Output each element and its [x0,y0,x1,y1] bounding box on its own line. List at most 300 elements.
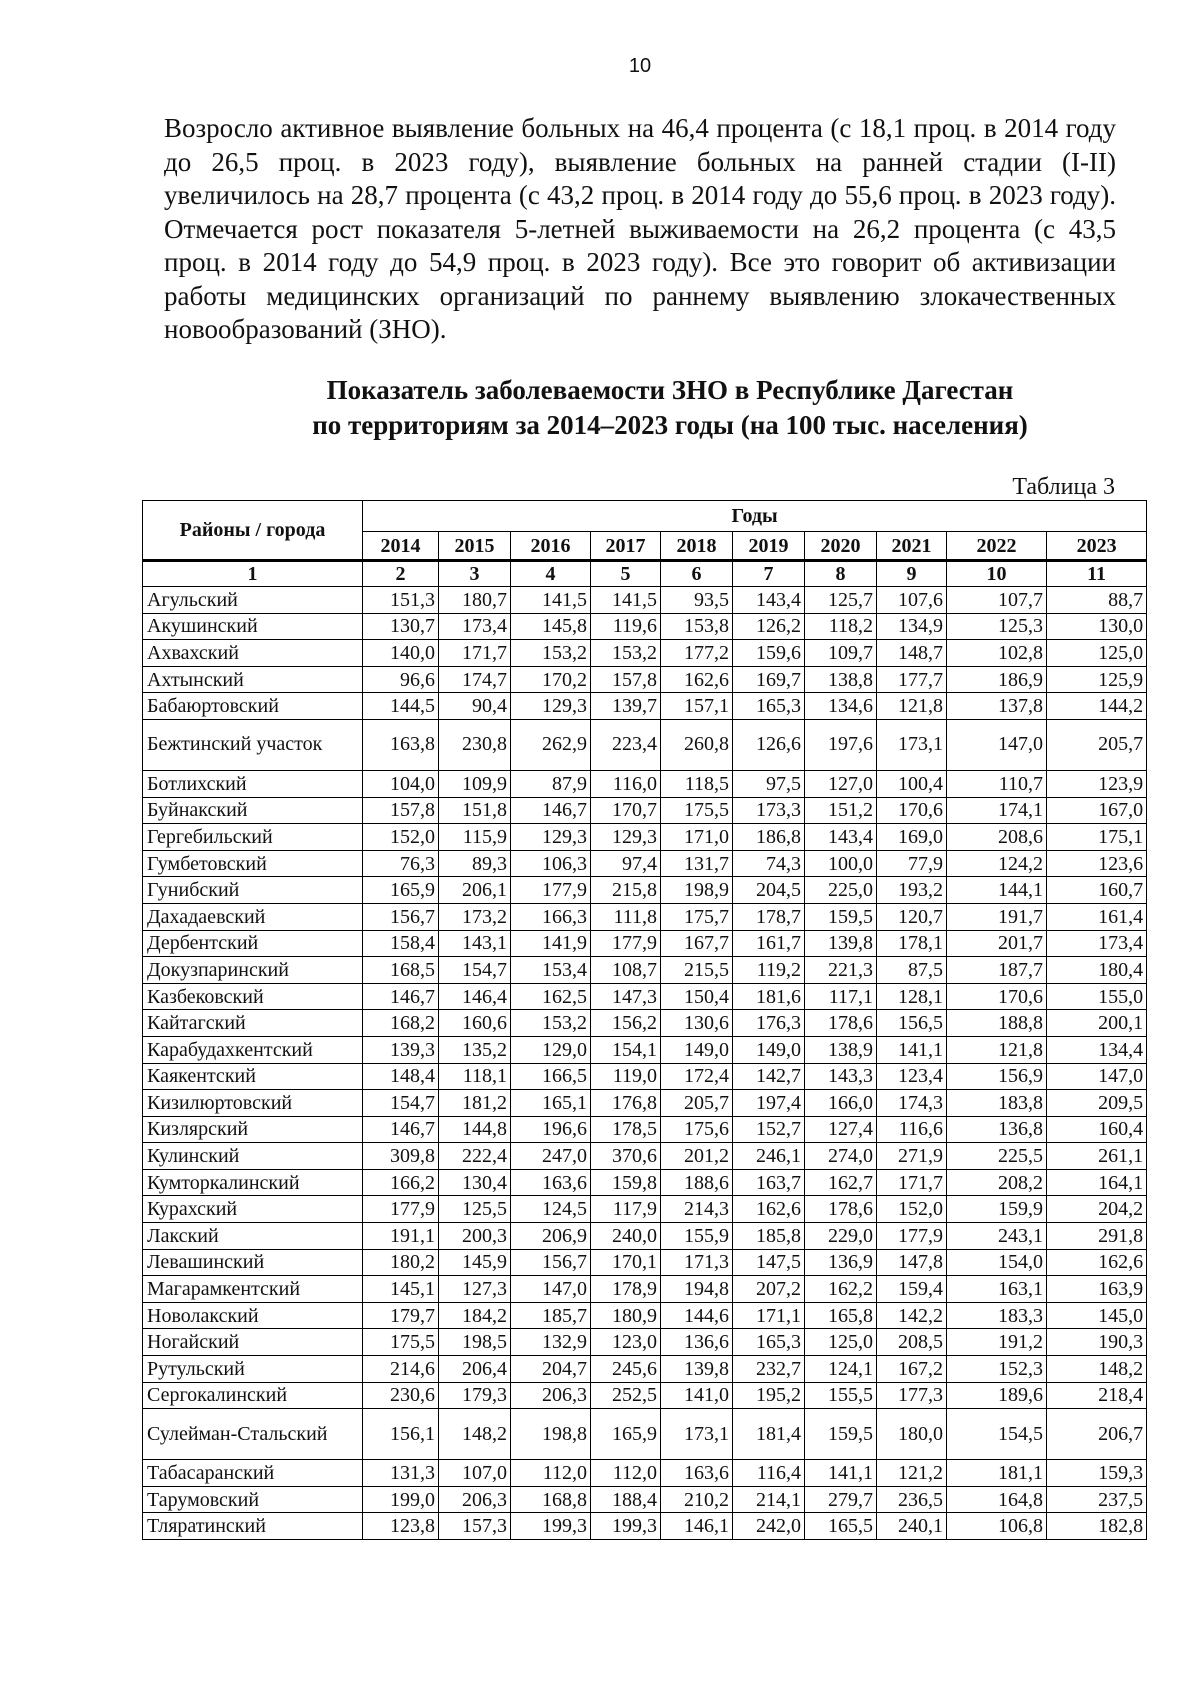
year-header: 2017 [591,532,661,561]
value-cell: 154,1 [591,1036,661,1063]
value-cell: 119,0 [591,1063,661,1090]
value-cell: 146,1 [661,1513,733,1540]
value-cell: 118,5 [661,770,733,797]
value-cell: 125,3 [947,613,1047,640]
value-cell: 93,5 [661,587,733,614]
value-cell: 151,2 [805,797,877,824]
value-cell: 147,5 [733,1249,805,1276]
table-row [143,1460,1147,1487]
value-cell: 87,5 [877,957,947,984]
value-cell: 155,0 [1047,983,1147,1010]
value-cell: 163,1 [947,1276,1047,1303]
table-row [143,1090,1147,1117]
value-cell: 96,6 [363,666,439,693]
value-cell: 245,6 [591,1356,661,1383]
value-cell: 136,9 [805,1249,877,1276]
value-cell: 175,5 [661,797,733,824]
value-cell: 141,5 [511,587,591,614]
value-cell: 170,6 [947,983,1047,1010]
value-cell: 225,5 [947,1143,1047,1170]
value-cell: 204,7 [511,1356,591,1383]
year-header: 2023 [1047,532,1147,561]
value-cell: 180,7 [439,587,511,614]
value-cell: 206,3 [439,1486,511,1513]
column-number: 4 [511,561,591,587]
value-cell: 142,2 [877,1302,947,1329]
district-name: Сулейман-Стальский [143,1409,363,1460]
value-cell: 123,6 [1047,850,1147,877]
table-title-line-2: по территориям за 2014–2023 годы (на 100 тыс. населения) [312,410,1028,440]
value-cell: 170,1 [591,1249,661,1276]
value-cell: 153,2 [511,640,591,667]
value-cell: 198,8 [511,1409,591,1460]
column-number: 10 [947,561,1047,587]
value-cell: 271,9 [877,1143,947,1170]
value-cell: 190,3 [1047,1329,1147,1356]
intro-paragraph: Возросло активное выявление больных на 46,4 процента (с 18,1 проц. в 2014 году до 26,5 проц. в 2023 году), выявление больных на ранней стадии (I-II) увеличилось на 28,7 процента (с 43,2 проц. в 2014 году до 55,6 проц. в 2023 году). Отмечается рост показателя 5-летней выживаемости на 26,2 процента (с 43,5 проц. в 2014 году до 54,9 проц. в 2023 году). Все это говорит об активизации работы медицинских организаций по раннему выявлению злокачественных новообразований (ЗНО). [164,113,1116,344]
value-cell: 177,7 [877,666,947,693]
value-cell: 170,6 [877,797,947,824]
value-cell: 97,5 [733,770,805,797]
value-cell: 159,4 [877,1276,947,1303]
value-cell: 183,8 [947,1090,1047,1117]
value-cell: 240,1 [877,1513,947,1540]
value-cell: 185,8 [733,1223,805,1250]
value-cell: 182,8 [1047,1513,1147,1540]
value-cell: 88,7 [1047,587,1147,614]
value-cell: 291,8 [1047,1223,1147,1250]
value-cell: 102,8 [947,640,1047,667]
district-name: Карабудахкентский [143,1036,363,1063]
district-name: Бабаюртовский [143,693,363,720]
value-cell: 130,6 [661,1010,733,1037]
value-cell: 165,1 [511,1090,591,1117]
value-cell: 152,3 [947,1356,1047,1383]
value-cell: 177,9 [591,930,661,957]
value-cell: 138,9 [805,1036,877,1063]
value-cell: 200,1 [1047,1010,1147,1037]
table-row [143,850,1147,877]
value-cell: 145,1 [363,1276,439,1303]
value-cell: 143,1 [439,930,511,957]
district-name: Рутульский [143,1356,363,1383]
value-cell: 124,5 [511,1196,591,1223]
district-name: Гергебильский [143,824,363,851]
value-cell: 145,0 [1047,1302,1147,1329]
value-cell: 246,1 [733,1143,805,1170]
value-cell: 169,7 [733,666,805,693]
value-cell: 191,2 [947,1329,1047,1356]
value-cell: 123,8 [363,1513,439,1540]
year-header: 2016 [511,532,591,561]
value-cell: 177,2 [661,640,733,667]
district-name: Магарамкентский [143,1276,363,1303]
value-cell: 262,9 [511,719,591,770]
value-cell: 130,7 [363,613,439,640]
value-cell: 141,1 [805,1460,877,1487]
value-cell: 165,5 [805,1513,877,1540]
value-cell: 127,4 [805,1116,877,1143]
value-cell: 125,5 [439,1196,511,1223]
value-cell: 163,6 [661,1460,733,1487]
table-row [143,1249,1147,1276]
district-name: Гунибский [143,877,363,904]
district-name: Курахский [143,1196,363,1223]
value-cell: 174,1 [947,797,1047,824]
value-cell: 151,8 [439,797,511,824]
table-row [143,640,1147,667]
year-header: 2020 [805,532,877,561]
value-cell: 173,3 [733,797,805,824]
value-cell: 163,9 [1047,1276,1147,1303]
value-cell: 206,3 [511,1382,591,1409]
value-cell: 181,6 [733,983,805,1010]
value-cell: 130,4 [439,1169,511,1196]
value-cell: 229,0 [805,1223,877,1250]
value-cell: 163,8 [363,719,439,770]
value-cell: 159,3 [1047,1460,1147,1487]
table-row [143,1486,1147,1513]
value-cell: 112,0 [511,1460,591,1487]
value-cell: 147,0 [947,719,1047,770]
table-row [143,1356,1147,1383]
table-row [143,693,1147,720]
value-cell: 155,9 [661,1223,733,1250]
table-row [143,1223,1147,1250]
value-cell: 162,7 [805,1169,877,1196]
column-number: 3 [439,561,511,587]
column-number: 8 [805,561,877,587]
value-cell: 124,2 [947,850,1047,877]
value-cell: 146,7 [363,1116,439,1143]
incidence-table [142,500,1147,1540]
district-name: Каякентский [143,1063,363,1090]
value-cell: 124,1 [805,1356,877,1383]
value-cell: 176,3 [733,1010,805,1037]
value-cell: 152,0 [363,824,439,851]
value-cell: 117,9 [591,1196,661,1223]
value-cell: 181,1 [947,1460,1047,1487]
value-cell: 199,3 [511,1513,591,1540]
value-cell: 163,6 [511,1169,591,1196]
value-cell: 206,9 [511,1223,591,1250]
table-row [143,666,1147,693]
value-cell: 146,4 [439,983,511,1010]
value-cell: 131,3 [363,1460,439,1487]
value-cell: 162,5 [511,983,591,1010]
value-cell: 171,3 [661,1249,733,1276]
value-cell: 154,5 [947,1409,1047,1460]
value-cell: 237,5 [1047,1486,1147,1513]
district-name: Кулинский [143,1143,363,1170]
value-cell: 164,1 [1047,1169,1147,1196]
value-cell: 177,9 [877,1223,947,1250]
value-cell: 107,7 [947,587,1047,614]
value-cell: 121,8 [947,1036,1047,1063]
value-cell: 252,5 [591,1382,661,1409]
value-cell: 157,1 [661,693,733,720]
value-cell: 162,6 [1047,1249,1147,1276]
value-cell: 125,0 [805,1329,877,1356]
value-cell: 170,2 [511,666,591,693]
value-cell: 309,8 [363,1143,439,1170]
value-cell: 121,8 [877,693,947,720]
value-cell: 178,6 [805,1010,877,1037]
value-cell: 134,9 [877,613,947,640]
value-cell: 178,1 [877,930,947,957]
value-cell: 125,0 [1047,640,1147,667]
value-cell: 87,9 [511,770,591,797]
value-cell: 199,0 [363,1486,439,1513]
value-cell: 144,6 [661,1302,733,1329]
value-cell: 195,2 [733,1382,805,1409]
value-cell: 205,7 [661,1090,733,1117]
value-cell: 159,8 [591,1169,661,1196]
value-cell: 148,4 [363,1063,439,1090]
value-cell: 222,4 [439,1143,511,1170]
value-cell: 136,6 [661,1329,733,1356]
value-cell: 109,7 [805,640,877,667]
district-name: Ботлихский [143,770,363,797]
value-cell: 129,3 [591,824,661,851]
value-cell: 179,3 [439,1382,511,1409]
value-cell: 129,0 [511,1036,591,1063]
value-cell: 196,6 [511,1116,591,1143]
value-cell: 145,8 [511,613,591,640]
value-cell: 162,2 [805,1276,877,1303]
column-number: 6 [661,561,733,587]
value-cell: 144,5 [363,693,439,720]
value-cell: 144,1 [947,877,1047,904]
table-row [143,1169,1147,1196]
value-cell: 146,7 [363,983,439,1010]
table-row [143,983,1147,1010]
value-cell: 173,4 [1047,930,1147,957]
value-cell: 174,7 [439,666,511,693]
value-cell: 162,6 [661,666,733,693]
value-cell: 166,0 [805,1090,877,1117]
column-number: 9 [877,561,947,587]
year-header: 2019 [733,532,805,561]
value-cell: 205,7 [1047,719,1147,770]
value-cell: 143,3 [805,1063,877,1090]
value-cell: 214,3 [661,1196,733,1223]
value-cell: 138,8 [805,666,877,693]
value-cell: 142,7 [733,1063,805,1090]
value-cell: 166,2 [363,1169,439,1196]
value-cell: 208,2 [947,1169,1047,1196]
district-name: Тарумовский [143,1486,363,1513]
value-cell: 109,9 [439,770,511,797]
value-cell: 204,2 [1047,1196,1147,1223]
value-cell: 165,3 [733,1329,805,1356]
value-cell: 223,4 [591,719,661,770]
value-cell: 116,6 [877,1116,947,1143]
value-cell: 160,6 [439,1010,511,1037]
value-cell: 153,2 [591,640,661,667]
value-cell: 173,1 [877,719,947,770]
district-name: Лакский [143,1223,363,1250]
value-cell: 77,9 [877,850,947,877]
value-cell: 156,5 [877,1010,947,1037]
value-cell: 163,7 [733,1169,805,1196]
value-cell: 161,7 [733,930,805,957]
value-cell: 370,6 [591,1143,661,1170]
district-name: Докузпаринский [143,957,363,984]
value-cell: 214,6 [363,1356,439,1383]
value-cell: 139,8 [805,930,877,957]
value-cell: 173,1 [661,1409,733,1460]
value-cell: 145,9 [439,1249,511,1276]
value-cell: 206,4 [439,1356,511,1383]
district-name: Сергокалинский [143,1382,363,1409]
value-cell: 181,4 [733,1409,805,1460]
value-cell: 232,7 [733,1356,805,1383]
value-cell: 180,2 [363,1249,439,1276]
value-cell: 242,0 [733,1513,805,1540]
value-cell: 200,3 [439,1223,511,1250]
value-cell: 165,8 [805,1302,877,1329]
value-cell: 168,8 [511,1486,591,1513]
value-cell: 144,8 [439,1116,511,1143]
column-number: 5 [591,561,661,587]
value-cell: 230,8 [439,719,511,770]
value-cell: 160,7 [1047,877,1147,904]
value-cell: 106,3 [511,850,591,877]
value-cell: 215,5 [661,957,733,984]
value-cell: 150,4 [661,983,733,1010]
value-cell: 141,0 [661,1382,733,1409]
table-row [143,770,1147,797]
value-cell: 151,3 [363,587,439,614]
value-cell: 111,8 [591,903,661,930]
value-cell: 187,7 [947,957,1047,984]
district-name: Бежтинский участок [143,719,363,770]
district-name: Агульский [143,587,363,614]
value-cell: 136,8 [947,1116,1047,1143]
value-cell: 201,7 [947,930,1047,957]
value-cell: 166,5 [511,1063,591,1090]
value-cell: 106,8 [947,1513,1047,1540]
year-header: 2022 [947,532,1047,561]
value-cell: 153,4 [511,957,591,984]
value-cell: 76,3 [363,850,439,877]
value-cell: 179,7 [363,1302,439,1329]
value-cell: 240,0 [591,1223,661,1250]
value-cell: 134,4 [1047,1036,1147,1063]
page-number: 10 [628,55,652,77]
district-name: Ахтынский [143,666,363,693]
value-cell: 165,9 [591,1409,661,1460]
value-cell: 153,2 [511,1010,591,1037]
value-cell: 100,4 [877,770,947,797]
year-header: 2018 [661,532,733,561]
table-row [143,1513,1147,1540]
table-row [143,1063,1147,1090]
value-cell: 147,0 [511,1276,591,1303]
value-cell: 260,8 [661,719,733,770]
table-row [143,797,1147,824]
value-cell: 173,2 [439,903,511,930]
table-row [143,930,1147,957]
value-cell: 129,3 [511,824,591,851]
value-cell: 153,8 [661,613,733,640]
value-cell: 274,0 [805,1143,877,1170]
district-name: Казбековский [143,983,363,1010]
value-cell: 168,5 [363,957,439,984]
value-cell: 110,7 [947,770,1047,797]
value-cell: 100,0 [805,850,877,877]
value-cell: 160,4 [1047,1116,1147,1143]
value-cell: 189,6 [947,1382,1047,1409]
table-row [143,957,1147,984]
value-cell: 177,9 [363,1196,439,1223]
table-row [143,1276,1147,1303]
value-cell: 247,0 [511,1143,591,1170]
year-header: 2014 [363,532,439,561]
value-cell: 159,9 [947,1196,1047,1223]
value-cell: 178,7 [733,903,805,930]
value-cell: 208,5 [877,1329,947,1356]
value-cell: 204,5 [733,877,805,904]
table-row [143,1329,1147,1356]
value-cell: 167,7 [661,930,733,957]
table-caption: Таблица 3 [1012,474,1115,500]
value-cell: 155,5 [805,1382,877,1409]
table-row [143,587,1147,614]
district-name: Акушинский [143,613,363,640]
value-cell: 162,6 [733,1196,805,1223]
district-name: Гумбетовский [143,850,363,877]
table-row [143,1409,1147,1460]
value-cell: 154,0 [947,1249,1047,1276]
value-cell: 97,4 [591,850,661,877]
value-cell: 121,2 [877,1460,947,1487]
value-cell: 174,3 [877,1090,947,1117]
table-title [0,373,1200,443]
value-cell: 107,0 [439,1460,511,1487]
value-cell: 180,0 [877,1409,947,1460]
value-cell: 184,2 [439,1302,511,1329]
value-cell: 168,2 [363,1010,439,1037]
value-cell: 141,5 [591,587,661,614]
row-header: Районы / города [143,501,363,561]
value-cell: 148,2 [439,1409,511,1460]
value-cell: 198,5 [439,1329,511,1356]
year-header: 2021 [877,532,947,561]
value-cell: 171,0 [661,824,733,851]
value-cell: 194,8 [661,1276,733,1303]
value-cell: 148,7 [877,640,947,667]
table-row [143,1143,1147,1170]
value-cell: 165,9 [363,877,439,904]
value-cell: 147,8 [877,1249,947,1276]
value-cell: 178,5 [591,1116,661,1143]
value-cell: 123,0 [591,1329,661,1356]
value-cell: 181,2 [439,1090,511,1117]
value-cell: 115,9 [439,824,511,851]
value-cell: 230,6 [363,1382,439,1409]
value-cell: 116,0 [591,770,661,797]
value-cell: 186,8 [733,824,805,851]
value-cell: 147,0 [1047,1063,1147,1090]
district-name: Буйнакский [143,797,363,824]
value-cell: 208,6 [947,824,1047,851]
value-cell: 128,1 [877,983,947,1010]
value-cell: 188,6 [661,1169,733,1196]
table-row [143,1116,1147,1143]
value-cell: 225,0 [805,877,877,904]
